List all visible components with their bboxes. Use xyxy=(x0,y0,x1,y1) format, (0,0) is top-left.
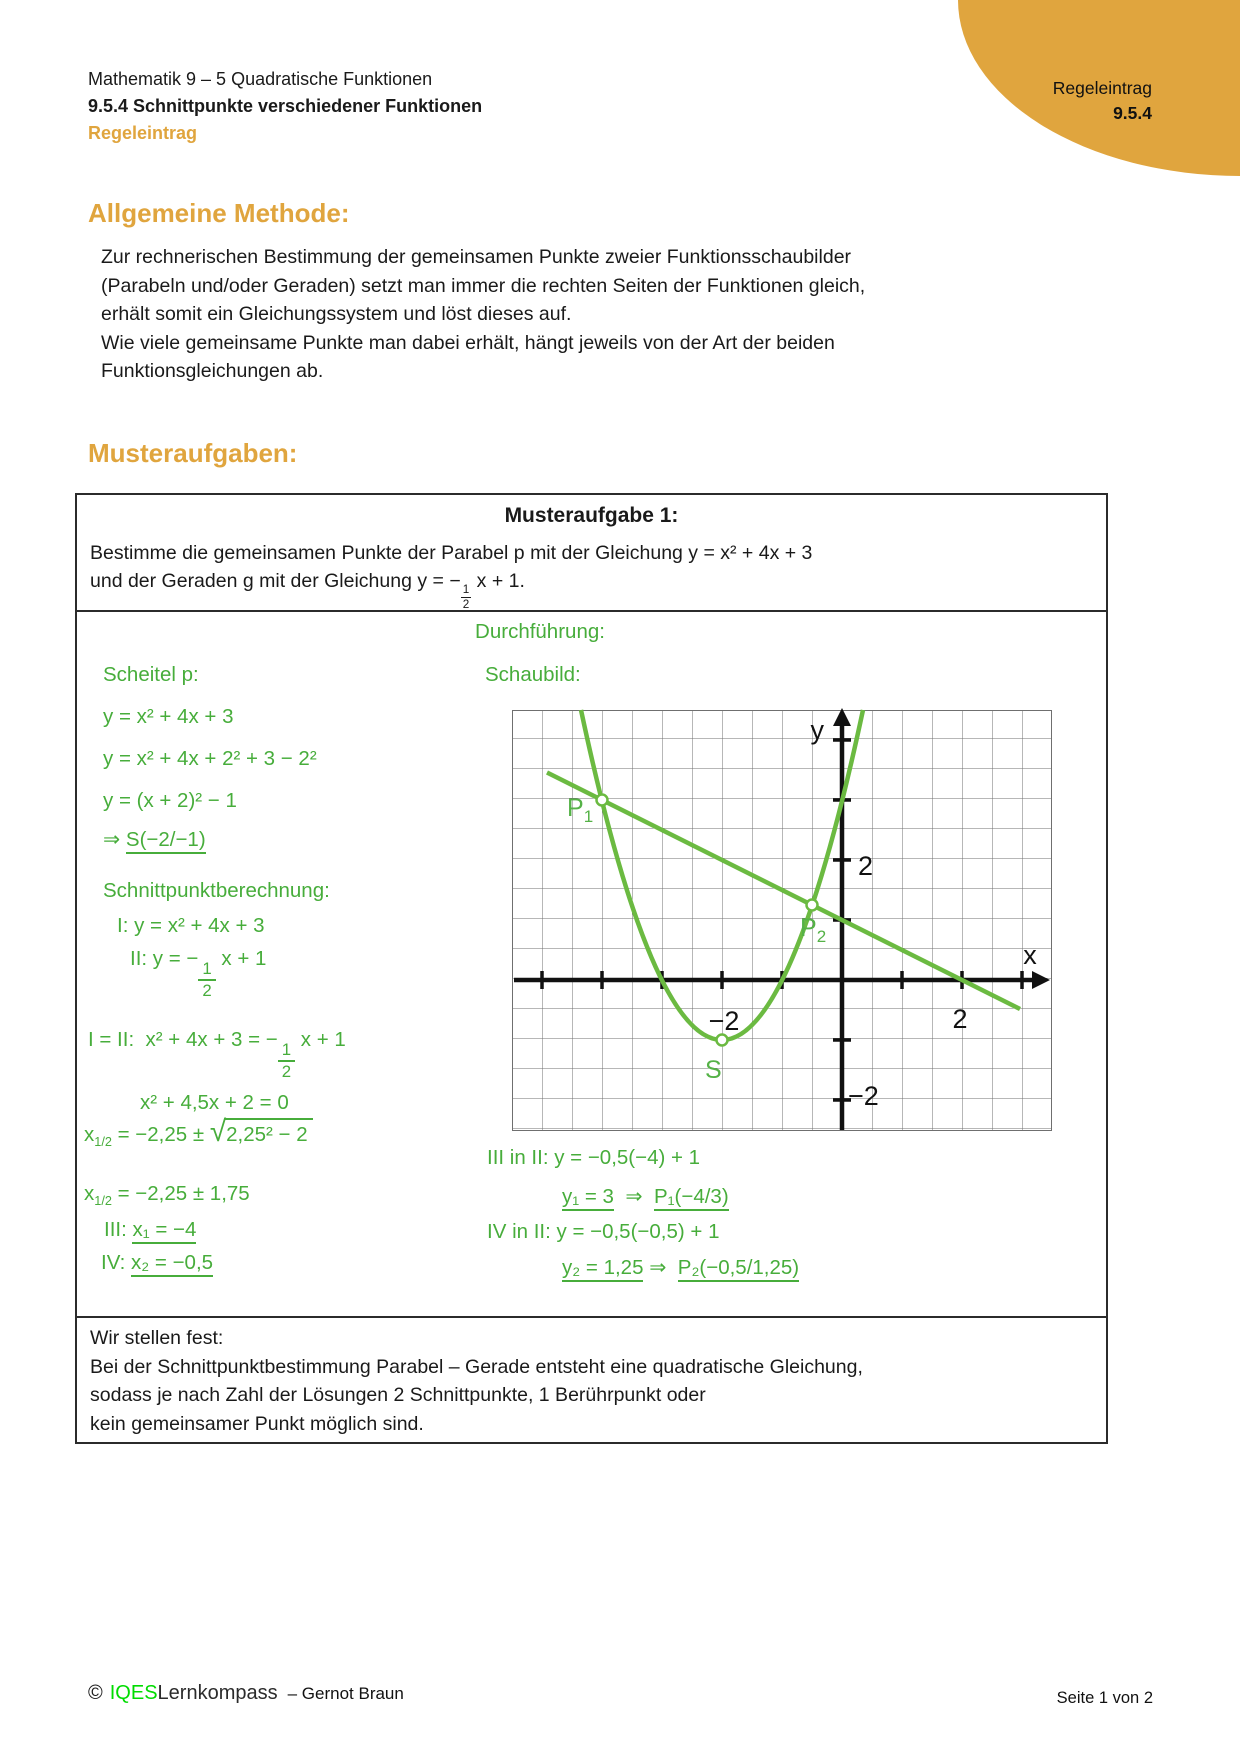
paragraph-line: Funktionsgleichungen ab. xyxy=(101,360,324,382)
fraction-denominator: 2 xyxy=(462,598,470,612)
eq6-rest: = −2,25 ± 1,75 xyxy=(111,1182,250,1205)
brand-lernkompass: Lernkompass xyxy=(157,1682,278,1704)
equation-5 xyxy=(84,1115,313,1150)
point-label-p1: $P_1$ xyxy=(567,794,594,826)
solution-1 xyxy=(104,1218,196,1242)
task-box-divider-bottom xyxy=(75,1316,1108,1318)
fraction-numerator: 1 xyxy=(278,1041,295,1062)
point-label-s: S xyxy=(705,1056,722,1084)
equation-6 xyxy=(84,1182,250,1208)
sol2-label: IV: xyxy=(101,1251,131,1274)
implies-arrow: ⇒ xyxy=(649,1256,667,1279)
eq3-post: x + 1 xyxy=(295,1028,346,1051)
x-tick-label-2: 2 xyxy=(952,1004,968,1034)
problem-line2-pre: und der Geraden g mit der Gleichung y = xyxy=(90,570,450,592)
solution-2 xyxy=(101,1251,213,1275)
copyright-icon: © xyxy=(88,1682,103,1704)
brand-iqes: IQES xyxy=(109,1682,158,1704)
conclusion-section xyxy=(90,1324,863,1438)
section-title-musteraufgaben: Musteraufgaben: xyxy=(88,438,298,468)
point-s xyxy=(717,1035,728,1046)
corner-badge xyxy=(1053,76,1152,126)
result-p2: P₂(−0,5/1,25) xyxy=(678,1256,799,1282)
eq5-subscript: 1/2 xyxy=(94,1134,112,1150)
problem-line2-post: x + 1. xyxy=(471,570,525,592)
header-course: Mathematik 9 – 5 Quadratische Funktionen xyxy=(88,69,433,89)
conclusion-line: Wir stellen fest: xyxy=(90,1327,224,1349)
eq3-pre: I = II: x² + 4x + 3 = − xyxy=(88,1028,278,1051)
x-axis-label: x xyxy=(1023,940,1037,970)
schnittpunkt-heading: Schnittpunktberechnung: xyxy=(103,879,330,902)
scheitel-step2: y = x² + 4x + 2² + 3 − 2² xyxy=(103,747,317,770)
header-topic: 9.5.4 Schnittpunkte verschiedener Funktionen xyxy=(88,96,483,116)
paragraph-line: Zur rechnerischen Bestimmung der gemeinsamen Punkte zweier Funktionsschaubilder xyxy=(101,246,852,268)
corner-badge-label: Regeleintrag xyxy=(1052,78,1152,98)
radicand: 2,25² − 2 xyxy=(224,1118,313,1147)
sol1-result: x₁ = −4 xyxy=(132,1218,196,1244)
result-p1: P₁(−4/3) xyxy=(654,1185,729,1211)
insert-line1: III in II: y = −0,5(−4) + 1 xyxy=(487,1146,701,1169)
point-p1 xyxy=(597,795,608,806)
fraction-numerator: 1 xyxy=(198,960,215,981)
point-p2 xyxy=(807,900,818,911)
eq2-pre: II: y = − xyxy=(130,947,199,970)
implies-arrow: ⇒ xyxy=(625,1185,643,1208)
equation-3 xyxy=(88,1028,346,1081)
fraction-one-half xyxy=(278,1041,295,1080)
page-number: Seite 1 von 2 xyxy=(1056,1689,1153,1707)
document-header xyxy=(88,66,482,147)
x-tick-label-neg2: −2 xyxy=(708,1006,740,1036)
y-tick-label-2: 2 xyxy=(858,851,874,881)
fraction-denominator: 2 xyxy=(202,980,212,1000)
scheitel-step3: y = (x + 2)² − 1 xyxy=(103,789,237,812)
radical-sign: √ xyxy=(209,1115,227,1148)
header-doc-type: Regeleintrag xyxy=(88,123,198,143)
method-paragraph xyxy=(101,243,1101,386)
eq2-post: x + 1 xyxy=(215,947,267,970)
corner-decoration xyxy=(958,0,1240,176)
insert-line2 xyxy=(562,1184,729,1209)
result-y2: y₂ = 1,25 xyxy=(562,1256,643,1282)
footer-author: – Gernot Braun xyxy=(287,1684,404,1703)
footer-brand xyxy=(88,1682,404,1705)
task-title: Musteraufgabe 1: xyxy=(504,504,679,527)
y-axis-label: y xyxy=(810,715,824,745)
eq6-base: x xyxy=(84,1182,95,1205)
durchfuehrung-heading: Durchführung: xyxy=(475,620,605,643)
sol2-result: x₂ = −0,5 xyxy=(131,1251,213,1277)
paragraph-line: Wie viele gemeinsame Punkte man dabei erhält, hängt jeweils von der Art der beiden xyxy=(101,331,835,354)
point-label-p2: $P_2$ xyxy=(800,914,827,946)
section-title-methode: Allgemeine Methode: xyxy=(88,198,350,228)
insert-line3: IV in II: y = −0,5(−0,5) + 1 xyxy=(487,1220,720,1243)
sol1-label: III: xyxy=(104,1218,133,1241)
minus-sign: − xyxy=(449,570,461,592)
scheitel-result xyxy=(103,827,206,852)
paragraph-line: (Parabeln und/oder Geraden) setzt man immer die rechten Seiten der Funktionen gleich, xyxy=(101,274,866,297)
corner-badge-number: 9.5.4 xyxy=(1113,103,1152,123)
y-tick-label-neg2: −2 xyxy=(848,1081,879,1111)
fraction-denominator: 2 xyxy=(281,1061,292,1081)
conclusion-line: Bei der Schnittpunktbestimmung Parabel – Gerade entsteht eine quadratische Gleichung, xyxy=(90,1355,863,1378)
fraction-one-half xyxy=(461,584,472,612)
paragraph-line: erhält somit ein Gleichungssystem und löst dieses auf. xyxy=(101,303,572,325)
scheitel-result-value: S(−2/−1) xyxy=(126,828,206,854)
function-graph xyxy=(512,708,1052,1142)
equation-2 xyxy=(130,947,266,1000)
conclusion-line: sodass je nach Zahl der Lösungen 2 Schnittpunkte, 1 Berührpunkt oder xyxy=(90,1384,706,1406)
square-root xyxy=(209,1115,313,1148)
equation-4: x² + 4,5x + 2 = 0 xyxy=(140,1091,289,1114)
schaubild-heading: Schaubild: xyxy=(485,663,581,686)
fraction-one-half xyxy=(198,960,215,999)
scheitel-step1: y = x² + 4x + 3 xyxy=(103,705,234,728)
conclusion-line: kein gemeinsamer Punkt möglich sind. xyxy=(90,1412,424,1435)
task-problem-line1: Bestimme die gemeinsamen Punkte der Parabel p mit der Gleichung y = x² + 4x + 3 xyxy=(90,542,813,564)
implies-arrow: ⇒ xyxy=(103,828,121,851)
fraction-numerator: 1 xyxy=(461,584,472,598)
scheitel-heading: Scheitel p: xyxy=(103,663,199,686)
eq5-mid: = −2,25 ± xyxy=(111,1123,210,1146)
eq6-subscript: 1/2 xyxy=(94,1193,112,1209)
insert-line4 xyxy=(562,1255,799,1280)
equation-1: I: y = x² + 4x + 3 xyxy=(117,914,265,937)
result-y1: y₁ = 3 xyxy=(562,1185,614,1211)
eq5-base: x xyxy=(84,1123,95,1146)
task-problem-line2 xyxy=(90,570,525,611)
